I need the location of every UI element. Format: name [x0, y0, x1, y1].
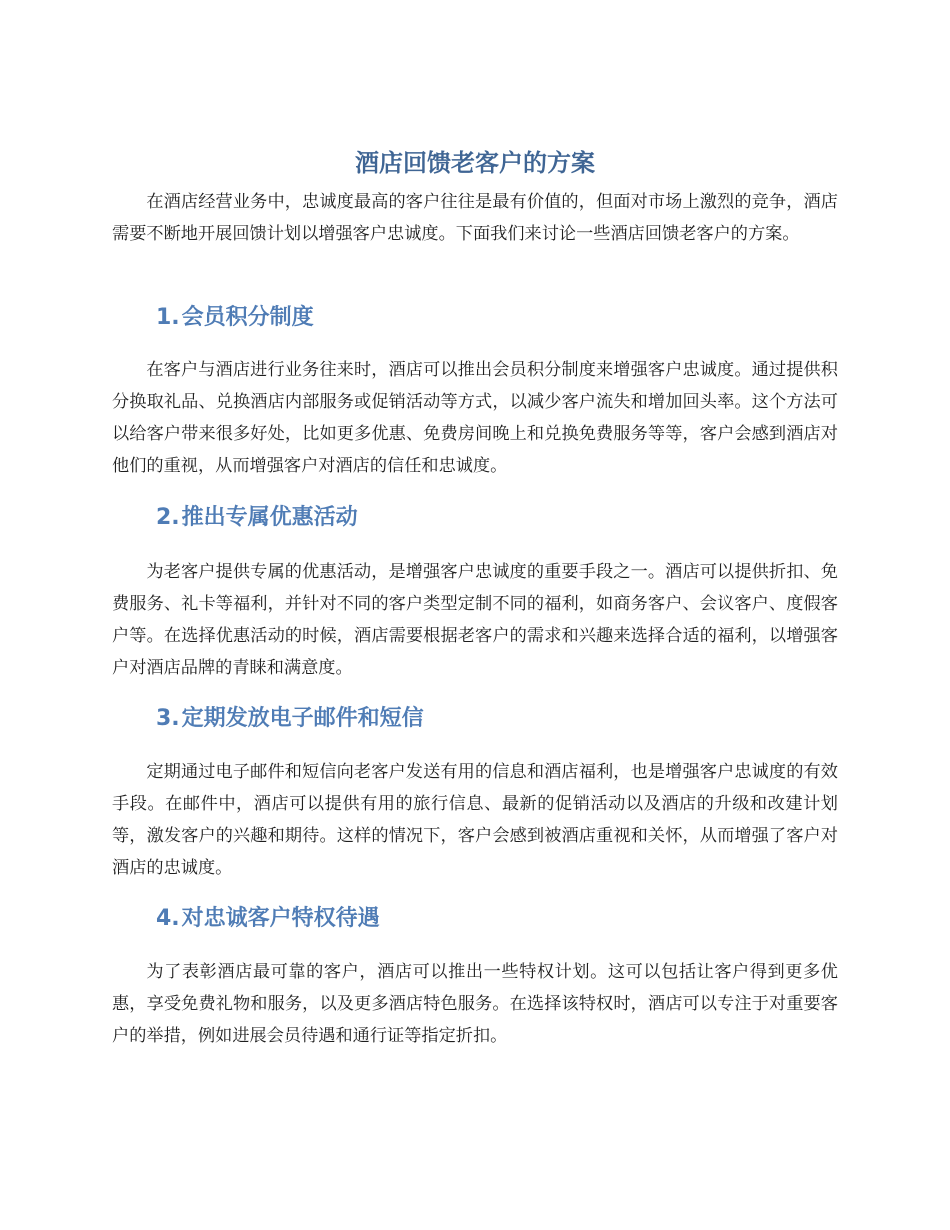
section-body-4: 为了表彰酒店最可靠的客户，酒店可以推出一些特权计划。这可以包括让客户得到更多优惠，享受免费礼物和服务，以及更多酒店特色服务。在选择该特权时，酒店可以专注于对重要客户的举措，例如进展会员待遇和通行证等指定折扣。	[112, 962, 838, 1046]
section-heading-1	[156, 302, 838, 334]
section-heading-3	[156, 703, 838, 735]
section-title: 对忠诚客户特权待遇	[181, 906, 380, 931]
section-body-3: 定期通过电子邮件和短信向老客户发送有用的信息和酒店福利，也是增强客户忠诚度的有效手段。在邮件中，酒店可以提供有用的旅行信息、最新的促销活动以及酒店的升级和改建计划等，激发客户的兴趣和期待。这样的情况下，客户会感到被酒店重视和关怀，从而增强了客户对酒店的忠诚度。	[112, 762, 838, 878]
section-body-2: 为老客户提供专属的优惠活动，是增强客户忠诚度的重要手段之一。酒店可以提供折扣、免费服务、礼卡等福利，并针对不同的客户类型定制不同的福利，如商务客户、会议客户、度假客户等。在选择优惠活动的时候，酒店需要根据老客户的需求和兴趣来选择合适的福利，以增强客户对酒店品牌的青睐和满意度。	[112, 562, 838, 678]
section-title: 推出专属优惠活动	[181, 505, 358, 530]
section-number: 3.	[156, 706, 180, 731]
section-number: 4.	[156, 906, 180, 931]
section-body-1: 在客户与酒店进行业务往来时，酒店可以推出会员积分制度来增强客户忠诚度。通过提供积分换取礼品、兑换酒店内部服务或促销活动等方式，以减少客户流失和增加回头率。这个方法可以给客户带来很多好处，比如更多优惠、免费房间晚上和兑换免费服务等等，客户会感到酒店对他们的重视，从而增强客户对酒店的信任和忠诚度。	[112, 360, 838, 476]
section-title: 定期发放电子邮件和短信	[181, 706, 424, 731]
document-title: 酒店回馈老客户的方案	[355, 149, 595, 177]
section-number: 1.	[156, 305, 180, 330]
section-number: 2.	[156, 505, 180, 530]
section-heading-2	[156, 502, 838, 534]
intro-paragraph: 在酒店经营业务中，忠诚度最高的客户往往是最有价值的，但面对市场上激烈的竞争，酒店需要不断地开展回馈计划以增强客户忠诚度。下面我们来讨论一些酒店回馈老客户的方案。	[112, 192, 838, 244]
section-title: 会员积分制度	[181, 305, 314, 330]
section-heading-4	[156, 903, 838, 935]
